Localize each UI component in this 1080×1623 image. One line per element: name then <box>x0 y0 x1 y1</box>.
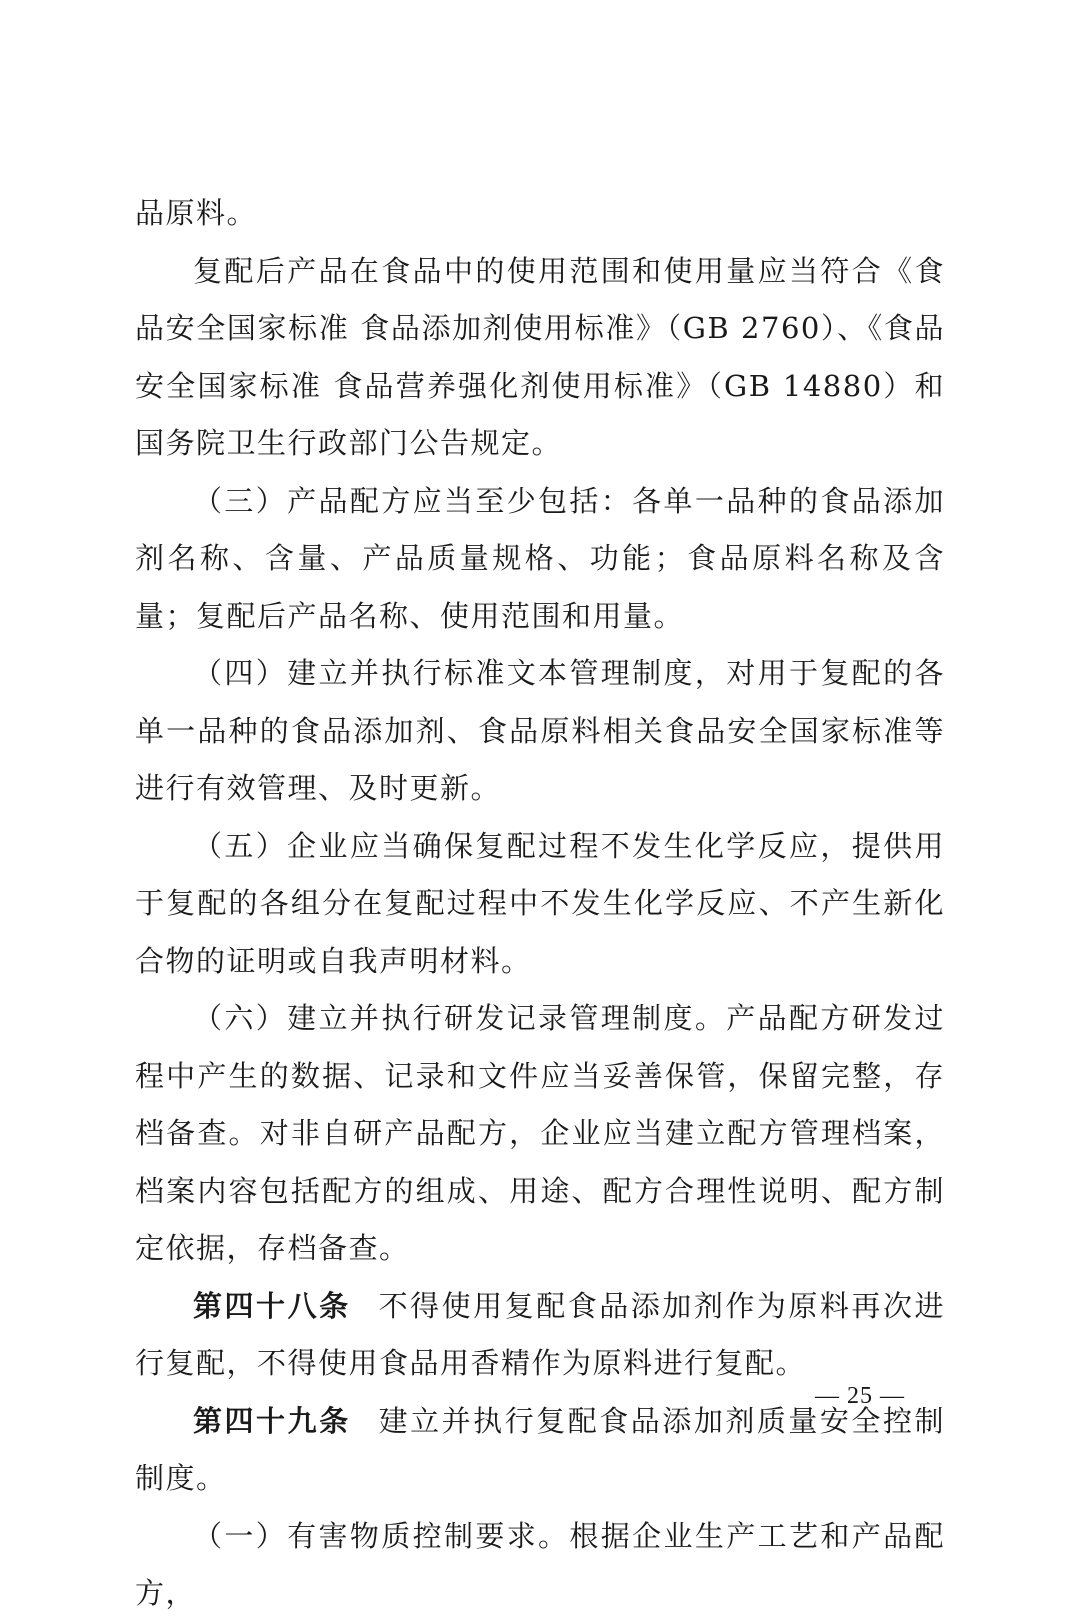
paragraph-item-4 <box>135 645 945 818</box>
paragraph-text: 品原料。 <box>135 196 258 230</box>
article-title: 第四十八条 <box>193 1288 351 1323</box>
paragraph-text: 复配后产品在食品中的使用范围和使用量应当符合《食品安全国家标准 食品添加剂使用标准》（GB 2760）、《食品安全国家标准 食品营养强化剂使用标准》（GB 14880）和国务院卫生行政部门公告规定。 <box>135 253 945 460</box>
paragraph-text: （六）建立并执行研发记录管理制度。产品配方研发过程中产生的数据、记录和文件应当妥善保管，保留完整，存档备查。对非自研产品配方，企业应当建立配方管理档案，档案内容包括配方的组成、用途、配方合理性说明、配方制定依据，存档备查。 <box>135 1001 945 1265</box>
paragraph-text: （一）有害物质控制要求。根据企业生产工艺和产品配方， <box>135 1518 945 1610</box>
paragraph-item-6 <box>135 990 945 1278</box>
paragraph-text: 建立并执行复配食品添加剂质量安全控制制度。 <box>135 1403 945 1495</box>
paragraph-item-3 <box>135 473 945 646</box>
paragraph-article-48 <box>135 1278 945 1393</box>
article-title: 第四十九条 <box>193 1403 351 1438</box>
paragraph-item-5 <box>135 818 945 991</box>
paragraph-item-1 <box>135 1508 945 1623</box>
paragraph-continuation <box>135 185 945 243</box>
paragraph-usage-scope <box>135 243 945 473</box>
paragraph-text: （四）建立并执行标准文本管理制度，对用于复配的各单一品种的食品添加剂、食品原料相关食品安全国家标准等进行有效管理、及时更新。 <box>135 656 945 805</box>
page-number: — 25 — <box>815 1383 905 1409</box>
paragraph-text: （三）产品配方应当至少包括：各单一品种的食品添加剂名称、含量、产品质量规格、功能；食品原料名称及含量；复配后产品名称、使用范围和用量。 <box>135 483 945 633</box>
paragraph-text: 不得使用复配食品添加剂作为原料再次进行复配，不得使用食品用香精作为原料进行复配。 <box>135 1288 945 1380</box>
paragraph-text: （五）企业应当确保复配过程不发生化学反应，提供用于复配的各组分在复配过程中不发生化学反应、不产生新化合物的证明或自我声明材料。 <box>135 828 945 978</box>
